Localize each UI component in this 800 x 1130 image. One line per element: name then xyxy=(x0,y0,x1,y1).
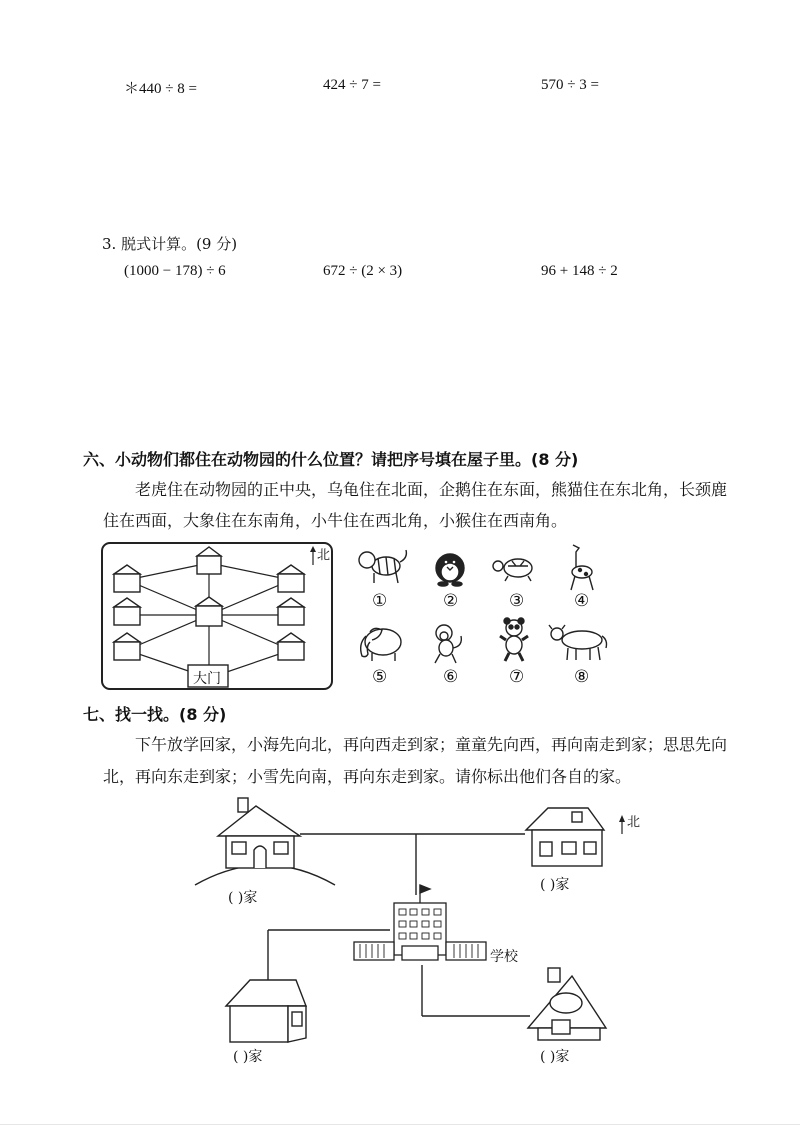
animal-number-8: ⑧ xyxy=(574,667,590,687)
home-map-north-label: 北 xyxy=(627,815,641,830)
q3-expr-3: 96 + 148 ÷ 2 xyxy=(541,263,618,279)
home-bottom-left-icon xyxy=(226,980,306,1042)
animal-number-2: ② xyxy=(443,591,459,611)
home-bottom-right-icon xyxy=(528,968,606,1040)
home-label-bottom-right: ( )家 xyxy=(540,1049,570,1065)
home-top-left-icon xyxy=(195,798,335,885)
home-top-right-icon xyxy=(526,808,604,866)
section6-text-line2: 住在西面，大象住在东南角，小牛住在西北角，小猴住在西南角。 xyxy=(103,511,568,530)
q3-expr-2: 672 ÷ (2 × 3) xyxy=(323,263,403,279)
division-expr-3: 570 ÷ 3 = xyxy=(541,77,599,93)
animal-number-3: ③ xyxy=(509,591,525,611)
school-label: 学校 xyxy=(490,949,518,965)
home-label-top-left: ( )家 xyxy=(228,890,258,906)
division-expr-2: 424 ÷ 7 = xyxy=(323,77,381,93)
home-label-top-right: ( )家 xyxy=(540,877,570,893)
animal-number-4: ④ xyxy=(574,591,590,611)
animal-number-6: ⑥ xyxy=(443,667,459,687)
home-label-bottom-left: ( )家 xyxy=(233,1049,263,1065)
gate-label: 大门 xyxy=(193,671,221,687)
section7-text-line1: 下午放学回家，小海先向北，再向西走到家；童童先向西，再向南走到家；思思先向 xyxy=(135,735,728,754)
animal-number-1: ① xyxy=(372,591,388,611)
animal-number-5: ⑤ xyxy=(372,667,388,687)
section7-heading: 七、找一找。(8 分) xyxy=(83,705,227,724)
zoo-north-label: 北 xyxy=(317,548,331,563)
section6-text-line1: 老虎住在动物园的正中央，乌龟住在北面，企鹅住在东面，熊猫住在东北角，长颈鹿 xyxy=(135,480,728,499)
school-icon xyxy=(354,885,486,960)
section6-heading: 六、小动物们都住在动物园的什么位置？请把序号填在屋子里。(8 分) xyxy=(83,450,579,469)
section7-text-line2: 北，再向东走到家；小雪先向南，再向东走到家。请你标出他们各自的家。 xyxy=(103,767,632,786)
q3-title: 3. 脱式计算。(9 分) xyxy=(102,235,238,253)
page-bottom-divider xyxy=(0,1124,800,1125)
division-expr-1: ＊440 ÷ 8 = xyxy=(124,81,197,97)
q3-expr-1: (1000 − 178) ÷ 6 xyxy=(124,263,226,279)
animal-number-7: ⑦ xyxy=(509,667,525,687)
